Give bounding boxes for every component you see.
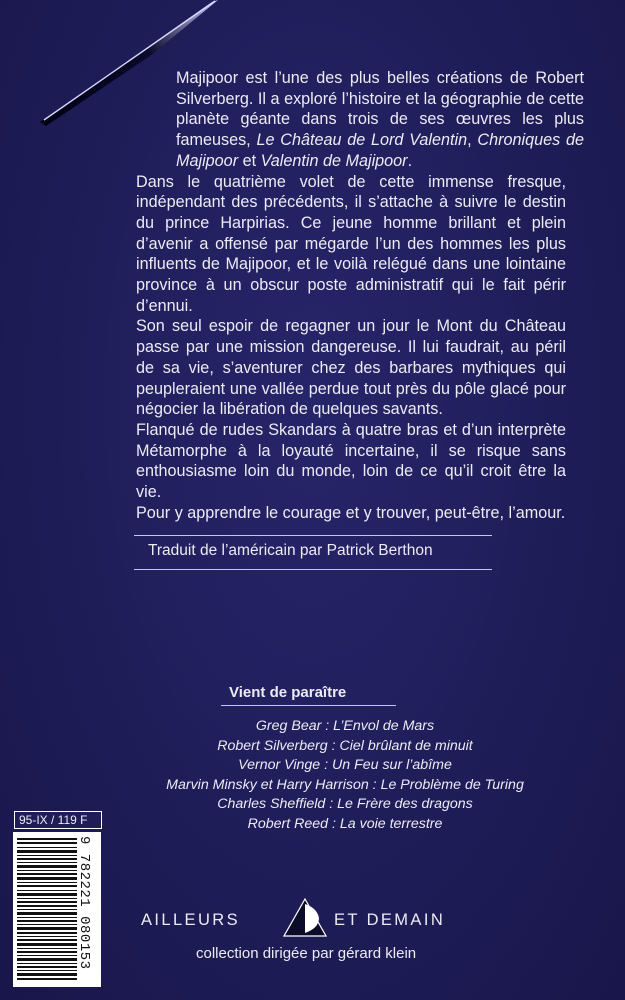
collection-name-right: ET DEMAIN [334,911,446,929]
synopsis-paragraph-4: Flanqué de rudes Skandars à quatre bras et d’un interprète Métamorphe à la loyauté incertaine, il se risque sans enthousiasme loin du monde, loin de ce qu’il croit être la vie. [136,420,566,502]
list-item: Charles Sheffield : Le Frère des dragons [217,796,473,813]
divider-bottom [134,569,492,570]
isbn-digits: 9 782221 080153 [76,836,92,970]
synopsis-paragraph-3: Son seul espoir de regagner un jour le Mont du Château passe par une mission dangereuse. Il lui faudrait, au péril de sa vie, s’aventurer chez des barbares mythiques qui peupleraient une vallée perdue tout près du pôle glacé pour négocier la libération de quelques savants. [136,317,566,419]
synopsis-paragraph-2: Dans le quatrième volet de cette immense fresque, indépendant des précédents, il s’attache à suivre le destin du prince Harpirias. Ce jeune homme brillant et plein d’avenir a offensé par mégarde l’un des hommes les plus influents de Majipoor, et le voilà relégué dans une lointaine province à un obscur poste administratif qui le fait périr d’ennui. [136,172,566,315]
list-item: Robert Reed : La voie terrestre [247,815,443,832]
synopsis-text [136,68,584,523]
list-item: Vernor Vinge : Un Feu sur l’abîme [238,757,452,774]
title-valentin: Valentin de Majipoor [260,151,408,170]
synopsis-paragraph-1: Majipoor est l’une des plus belles créations de Robert Silverberg. Il a exploré l’histoire et la géographie de cette planète géante dans trois de ses œuvres les plus fameuses, Le Château de Lord Valentin, Chroniques de Majipoor et Valentin de Majipoor. [176,69,584,170]
translator-credit: Traduit de l’américain par Patrick Berthon [148,542,433,559]
collection-director: collection dirigée par gérard klein [196,945,417,962]
list-item: Greg Bear : L’Envol de Mars [255,718,435,734]
recent-releases-title: Vient de paraître [229,684,347,701]
title-chroniques: Chroniques de Majipoor [176,131,584,170]
recent-releases-underline [221,705,396,706]
recent-releases-list [130,717,560,835]
title-chateau: Le Château de Lord Valentin [256,131,468,150]
list-item: Marvin Minsky et Harry Harrison : Le Problème de Turing [166,776,524,793]
synopsis-paragraph-5: Pour y apprendre le courage et y trouver, peut-être, l’amour. [136,503,566,522]
publisher-logo [283,898,327,938]
price-label: 95-IX / 119 F [14,811,102,829]
divider-top [134,535,492,536]
collection-name-left: AILLEURS [141,911,240,929]
list-item: Robert Silverberg : Ciel brûlant de minuit [217,737,473,754]
